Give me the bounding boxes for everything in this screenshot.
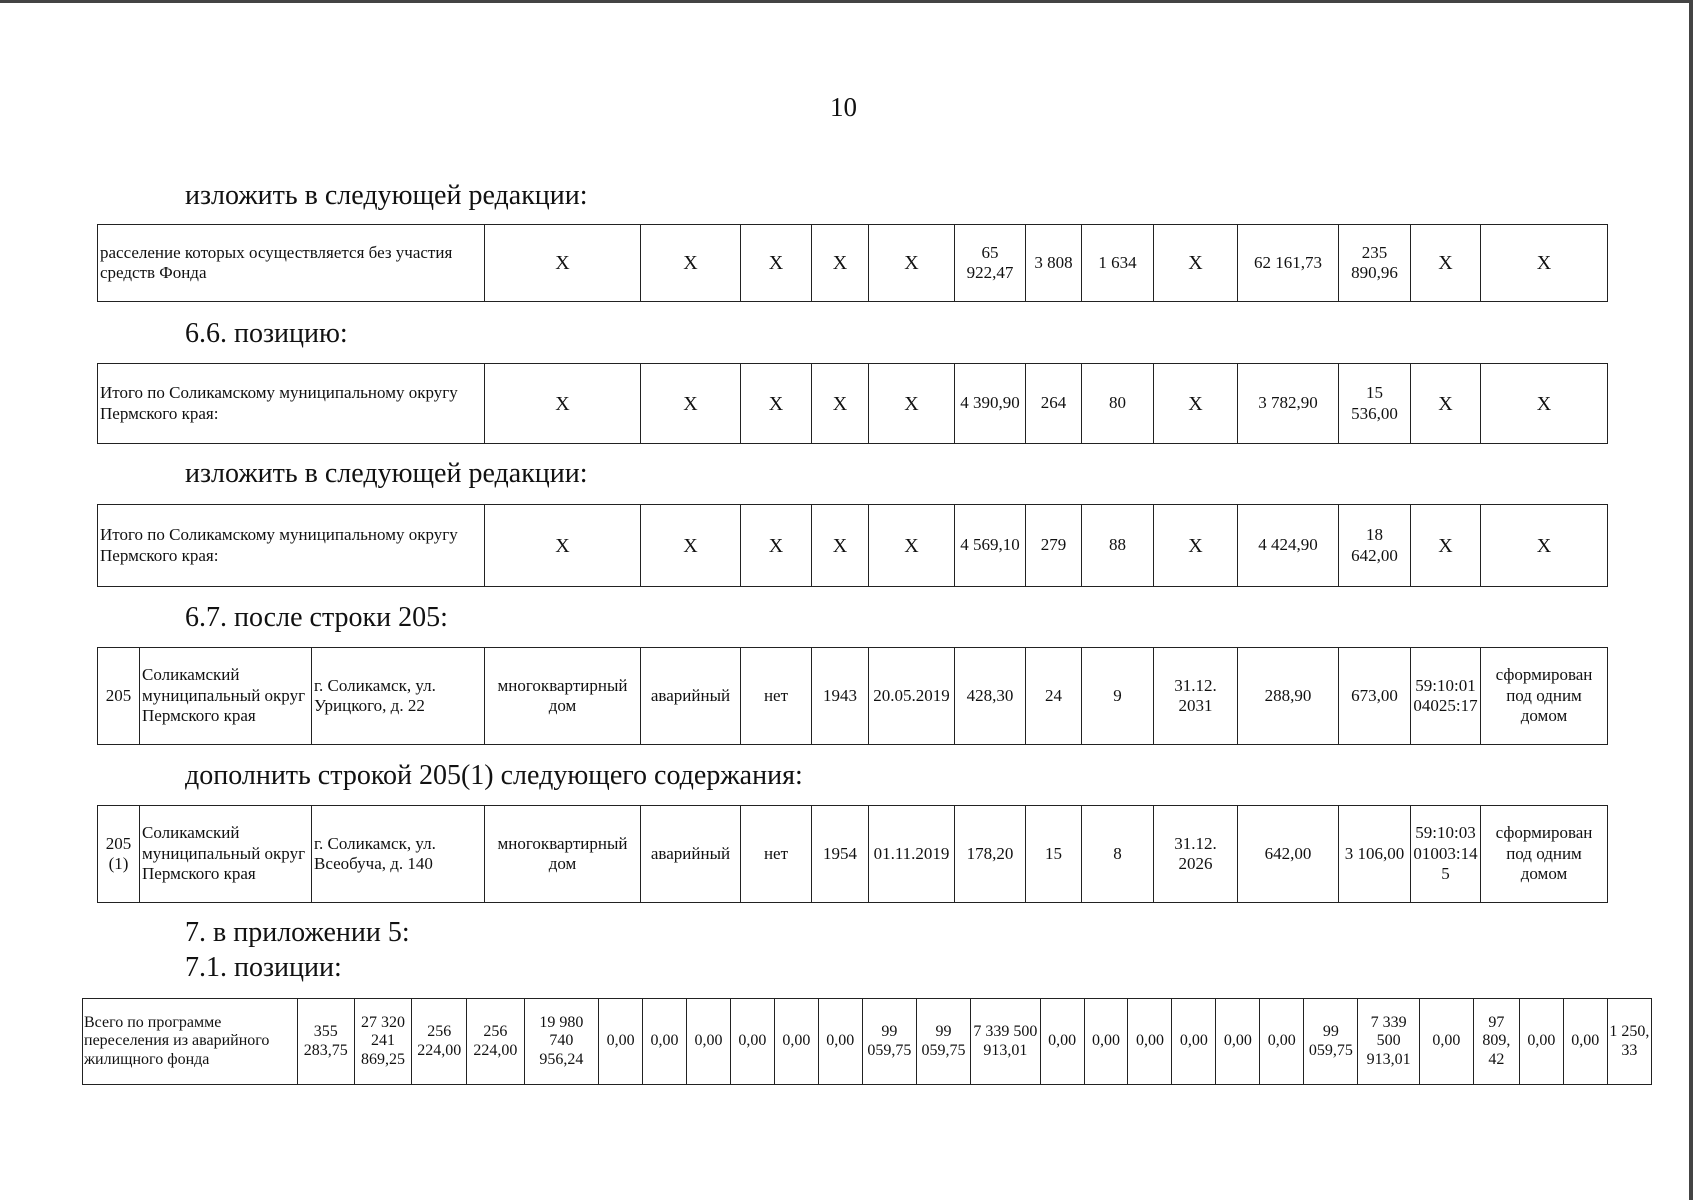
table-cell: X [812,225,869,302]
table-cell: 0,00 [1128,999,1172,1085]
table-cell: 205 [98,648,140,745]
table-cell: 15 536,00 [1339,364,1411,444]
table-cell: 264 [1026,364,1082,444]
table-cell: X [741,225,812,302]
table-cell: 0,00 [730,999,774,1085]
table-cell: 01.11.2019 [869,806,955,903]
table-cell: аварийный [641,806,741,903]
table-cell: Соликамский муниципальный округ Пермского края [140,806,312,903]
table-row [98,648,1608,745]
table-cell: 0,00 [1519,999,1563,1085]
table-cell: 62 161,73 [1238,225,1339,302]
table-cell: X [641,225,741,302]
table-cell: 3 808 [1026,225,1082,302]
row-label: Итого по Соликамскому муниципальному округу Пермского края: [98,364,485,444]
table-cell: 235 890,96 [1339,225,1411,302]
table-cell: 19 980 740 956,24 [524,999,599,1085]
table-cell: X [869,505,955,587]
table-cell: 59:10:0104025:17 [1411,648,1481,745]
table-cell: 3 782,90 [1238,364,1339,444]
table-cell: 0,00 [1216,999,1260,1085]
table-cell: 4 424,90 [1238,505,1339,587]
table-cell: 18 642,00 [1339,505,1411,587]
table-cell: 256 224,00 [412,999,467,1085]
table-cell: нет [741,806,812,903]
table-cell: X [1481,225,1608,302]
table-cell: 99 059,75 [1304,999,1358,1085]
table-cell: 1 250, 33 [1607,999,1651,1085]
table-cell: сформирован под одним домом [1481,806,1608,903]
table-row [83,999,1652,1085]
table-cell: 0,00 [1172,999,1216,1085]
table-cell: X [485,364,641,444]
table-cell: 0,00 [687,999,731,1085]
table-row-205-1 [97,805,1608,903]
table-cell: 31.12. 2031 [1154,648,1238,745]
row-label: расселение которых осуществляется без участия средств Фонда [98,225,485,302]
table-cell: 0,00 [1260,999,1304,1085]
table-row [98,806,1608,903]
scan-edge-top [0,0,1693,3]
table-cell: 1 634 [1082,225,1154,302]
table-cell: 20.05.2019 [869,648,955,745]
table-cell: 355 283,75 [297,999,354,1085]
heading-edit-1: изложить в следующей редакции: [185,180,588,211]
table-cell: 15 [1026,806,1082,903]
table-cell: X [1411,225,1481,302]
table-cell: X [1481,505,1608,587]
table-cell: X [741,364,812,444]
table-row [98,505,1608,587]
table-cell: 673,00 [1339,648,1411,745]
table-cell: Соликамский муниципальный округ Пермского края [140,648,312,745]
table-cell: 80 [1082,364,1154,444]
table-cell: 0,00 [774,999,818,1085]
table-cell: многоквартирный дом [485,648,641,745]
table-cell: 99 059,75 [862,999,916,1085]
table-cell: 4 390,90 [955,364,1026,444]
table-cell: X [869,225,955,302]
table-cell: X [869,364,955,444]
row-label: Итого по Соликамскому муниципальному округу Пермского края: [98,505,485,587]
table-cell: г. Соликамск, ул. Урицкого, д. 22 [312,648,485,745]
table-cell: 31.12. 2026 [1154,806,1238,903]
table-cell: X [812,505,869,587]
table-cell: 0,00 [1040,999,1084,1085]
table-cell: X [1411,364,1481,444]
table-cell: 428,30 [955,648,1026,745]
heading-position-6-6: 6.6. позицию: [185,318,348,349]
table-cell: многоквартирный дом [485,806,641,903]
table-cell: 0,00 [599,999,643,1085]
table-cell: 99 059,75 [916,999,970,1085]
scan-edge-right [1689,0,1693,1200]
table-cell: 88 [1082,505,1154,587]
table-cell: 97 809, 42 [1473,999,1519,1085]
heading-appendix-5: 7. в приложении 5: [185,917,410,948]
table-cell: 178,20 [955,806,1026,903]
table-cell: 1954 [812,806,869,903]
table-cell: 0,00 [1084,999,1128,1085]
heading-edit-2: изложить в следующей редакции: [185,458,588,489]
table-cell: 24 [1026,648,1082,745]
table-cell: 7 339 500 913,01 [1358,999,1419,1085]
table-fund-row [97,224,1608,302]
heading-add-row-205-1: дополнить строкой 205(1) следующего содержания: [185,760,803,791]
table-cell: 1943 [812,648,869,745]
table-cell: г. Соликамск, ул. Всеобуча, д. 140 [312,806,485,903]
table-cell: X [1411,505,1481,587]
table-cell: X [485,225,641,302]
table-cell: аварийный [641,648,741,745]
table-cell: 0,00 [643,999,687,1085]
table-cell: 9 [1082,648,1154,745]
table-cell: 7 339 500 913,01 [971,999,1041,1085]
table-cell: 642,00 [1238,806,1339,903]
table-total-new [97,504,1608,587]
table-cell: 256 224,00 [467,999,524,1085]
table-cell: 27 320 241 869,25 [354,999,411,1085]
table-cell: 205 (1) [98,806,140,903]
table-cell: X [1481,364,1608,444]
table-cell: X [741,505,812,587]
table-cell: 8 [1082,806,1154,903]
table-cell: X [1154,225,1238,302]
table-cell: X [812,364,869,444]
table-cell: 4 569,10 [955,505,1026,587]
table-cell: X [641,505,741,587]
table-row [98,364,1608,444]
table-total-old [97,363,1608,444]
table-cell: 3 106,00 [1339,806,1411,903]
table-cell: нет [741,648,812,745]
table-cell: X [1154,364,1238,444]
table-cell: 288,90 [1238,648,1339,745]
table-cell: X [485,505,641,587]
table-cell: 59:10:0301003:145 [1411,806,1481,903]
page-number: 10 [830,92,857,122]
table-row-205 [97,647,1608,745]
table-cell: X [1154,505,1238,587]
table-row [98,225,1608,302]
table-program-total [82,998,1652,1085]
row-label: Всего по программе переселения из аварийного жилищного фонда [83,999,298,1085]
table-cell: 0,00 [1563,999,1607,1085]
heading-positions-7-1: 7.1. позиции: [185,952,342,983]
table-cell: 0,00 [1419,999,1473,1085]
heading-after-row-205: 6.7. после строки 205: [185,602,448,633]
table-cell: сформирован под одним домом [1481,648,1608,745]
table-cell: 279 [1026,505,1082,587]
table-cell: 65 922,47 [955,225,1026,302]
table-cell: X [641,364,741,444]
table-cell: 0,00 [818,999,862,1085]
